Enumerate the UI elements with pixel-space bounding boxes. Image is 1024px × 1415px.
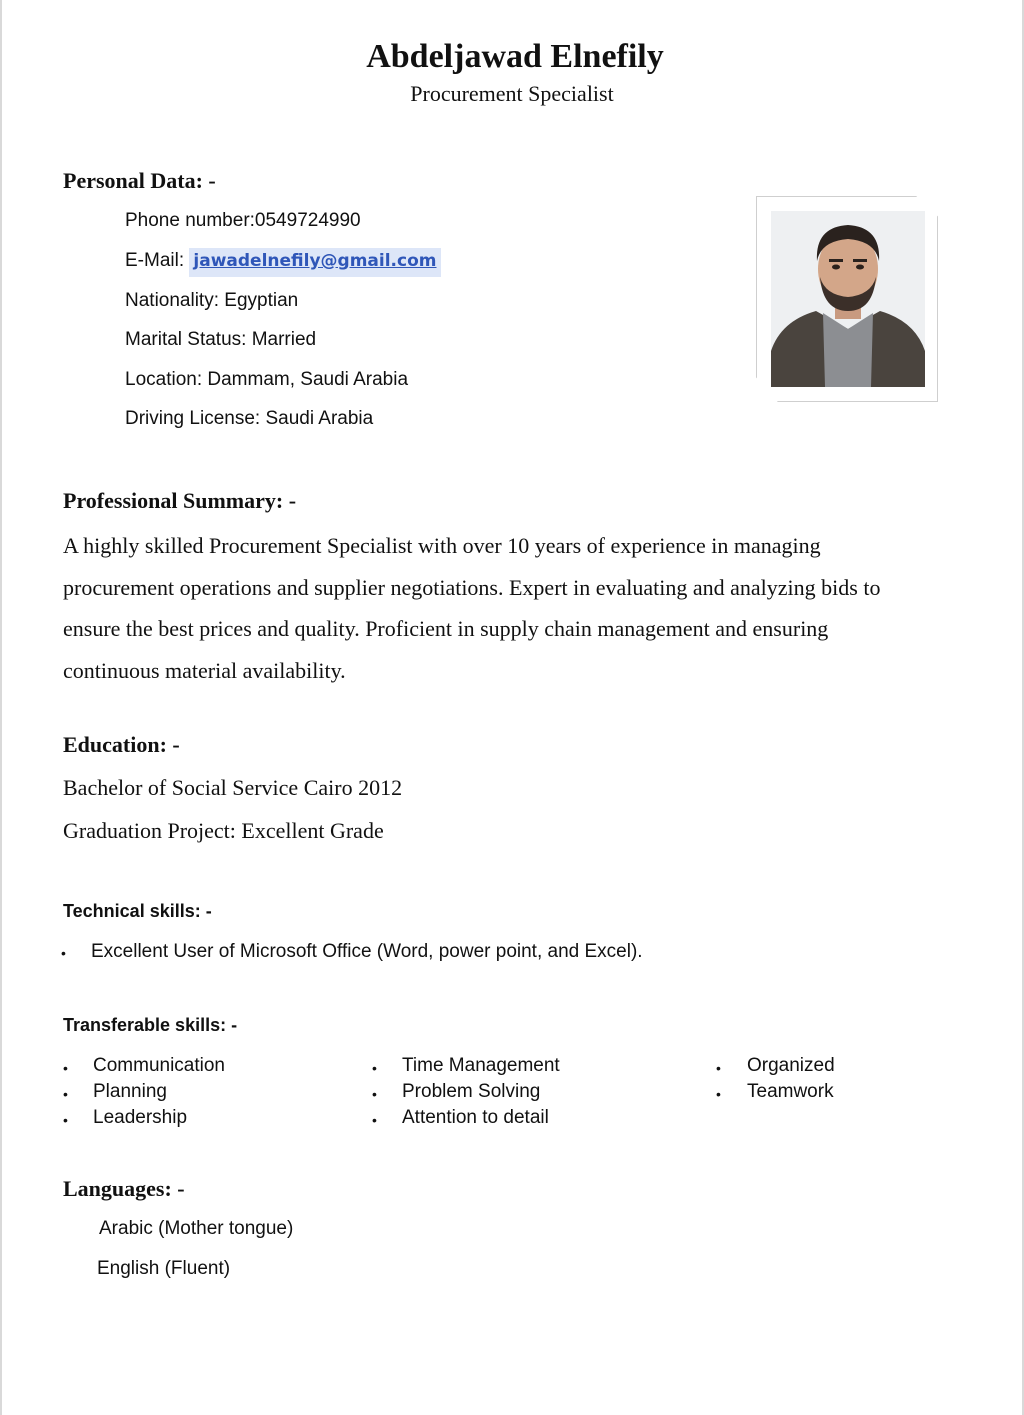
bullet-icon: • [61, 945, 66, 961]
skill-item: Leadership [93, 1107, 188, 1128]
education-heading: Education: - [63, 732, 180, 757]
skill-item: Communication [93, 1055, 225, 1076]
bullet-icon: • [716, 1060, 721, 1076]
skill-item: Teamwork [747, 1081, 834, 1102]
technical-skills-heading: Technical skills: - [63, 901, 212, 921]
summary-line: procurement operations and supplier negotiations. Expert in evaluating and analyzing bids to [63, 574, 881, 600]
personal-data-heading: Personal Data: - [63, 168, 216, 193]
bullet-icon: • [372, 1112, 377, 1128]
transferable-skills-heading: Transferable skills: - [63, 1015, 238, 1035]
person-portrait-icon [771, 211, 925, 387]
bullet-icon: • [372, 1086, 377, 1102]
page-border-left [0, 0, 2, 1415]
candidate-title: Procurement Specialist [410, 81, 614, 106]
skill-item: Time Management [402, 1055, 560, 1076]
summary-heading: Professional Summary: - [63, 488, 297, 513]
summary-line: continuous material availability. [63, 657, 346, 683]
email-link[interactable]: jawadelnefily@gmail.com [193, 251, 437, 271]
education-degree: Bachelor of Social Service Cairo 2012 [63, 775, 403, 800]
avatar [771, 211, 925, 387]
bullet-icon: • [372, 1060, 377, 1076]
email-row [125, 250, 441, 272]
candidate-name: Abdeljawad Elnefily [366, 38, 664, 75]
languages-heading: Languages: - [63, 1176, 185, 1201]
email-highlight [189, 248, 440, 277]
driving-license: Driving License: Saudi Arabia [125, 408, 374, 429]
language-item: English (Fluent) [97, 1258, 231, 1279]
bullet-icon: • [63, 1086, 68, 1102]
marital-status: Marital Status: Married [125, 329, 317, 350]
bullet-icon: • [716, 1086, 721, 1102]
technical-skill-item: Excellent User of Microsoft Office (Word, power point, and Excel). [91, 941, 643, 962]
summary-line: ensure the best prices and quality. Proficient in supply chain management and ensuring [63, 616, 829, 641]
skill-item: Attention to detail [402, 1107, 549, 1128]
skill-item: Planning [93, 1081, 167, 1102]
phone-number: Phone number:0549724990 [125, 210, 361, 231]
location: Location: Dammam, Saudi Arabia [125, 369, 409, 390]
summary-line: A highly skilled Procurement Specialist with over 10 years of experience in managing [63, 533, 821, 558]
summary-text [63, 525, 973, 691]
bullet-icon: • [63, 1112, 68, 1128]
profile-photo [756, 196, 938, 402]
language-item: Arabic (Mother tongue) [99, 1218, 294, 1239]
email-label: E-Mail: [125, 250, 190, 271]
skill-item: Organized [747, 1055, 835, 1076]
nationality: Nationality: Egyptian [125, 290, 299, 311]
bullet-icon: • [63, 1060, 68, 1076]
education-project: Graduation Project: Excellent Grade [63, 818, 384, 843]
skill-item: Problem Solving [402, 1081, 541, 1102]
